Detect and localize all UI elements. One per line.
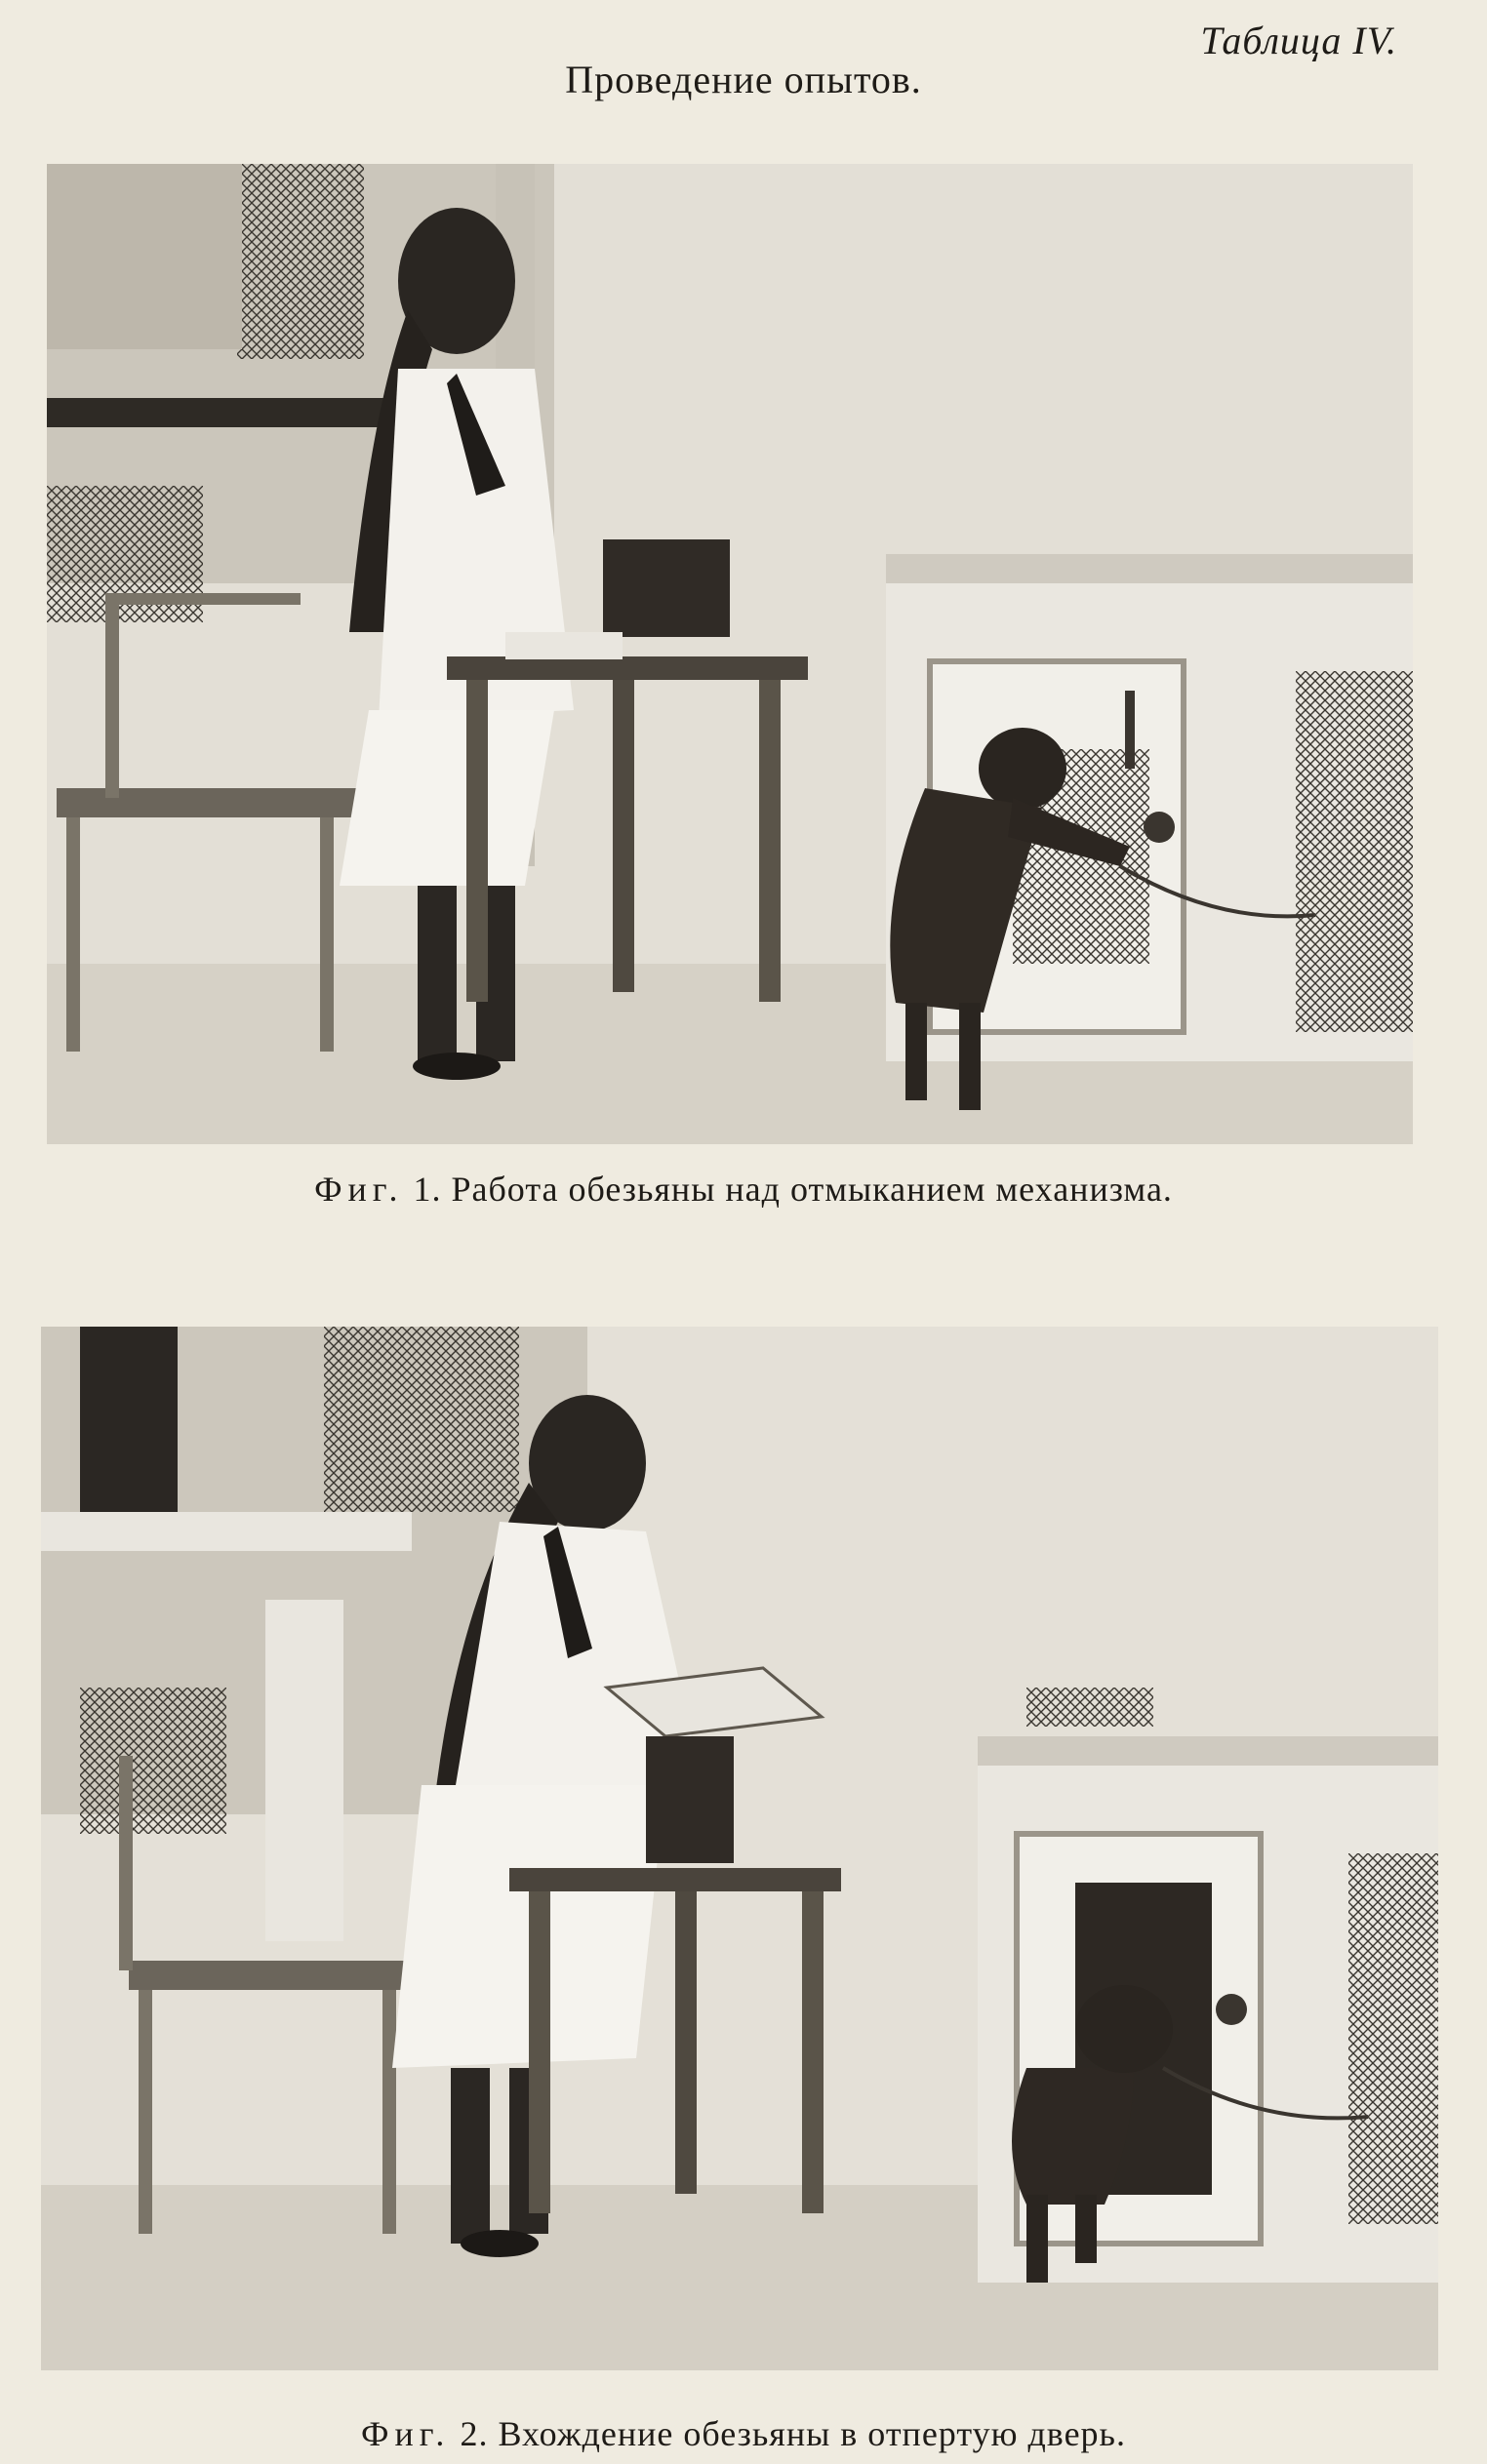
figure-1-caption-text: Работа обезьяны над отмыканием механизма. [451,1170,1173,1209]
figure-1-number: 1. [413,1170,442,1209]
page-title: Проведение опытов. [565,58,922,101]
figure-1-caption [0,1169,1487,1210]
figure-2-number: 2. [460,2414,489,2453]
figure-2-label: Фиг. [361,2414,451,2453]
figure-2-caption-text: Вхождение обезьяны в отпертую дверь. [498,2414,1126,2453]
figure-2-photo [41,1327,1438,2370]
plate-label: Таблица IV. [1200,19,1397,62]
figure-1-label: Фиг. [314,1170,404,1209]
figure-2-caption [0,2413,1487,2454]
figure-1-photo [47,164,1413,1144]
